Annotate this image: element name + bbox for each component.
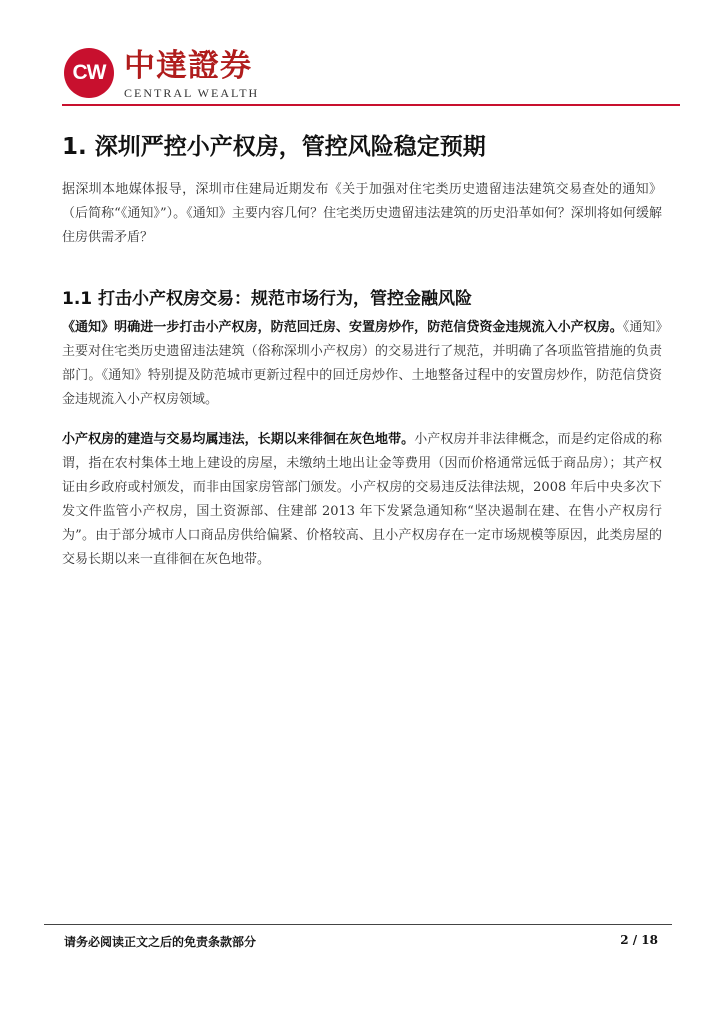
- paragraph-2: [62, 428, 662, 572]
- page-number: 2 / 18: [620, 933, 658, 947]
- footer-divider: [44, 924, 672, 925]
- section-1-1-heading: 1.1 打击小产权房交易：规范市场行为，管控金融风险: [62, 289, 473, 309]
- paragraph-1: [62, 316, 662, 412]
- paragraph-1-lead: 《通知》明确进一步打击小产权房，防范回迁房、安置房炒作，防范信贷资金违规流入小产权房。: [62, 320, 623, 335]
- section-1-heading: 1. 深圳严控小产权房，管控风险稳定预期: [62, 134, 486, 160]
- header-divider: [62, 104, 680, 106]
- section-1-intro: 据深圳本地媒体报导，深圳市住建局近期发布《关于加强对住宅类历史遗留违法建筑交易查处的通知》（后简称“《通知》”）。《通知》主要内容几何？住宅类历史遗留违法建筑的历史沿革如何？深圳将如何缓解住房供需矛盾？: [62, 182, 662, 245]
- page-header: [62, 44, 682, 108]
- paragraph-1-body: 《通知》主要对住宅类历史遗留违法建筑（俗称深圳小产权房）的交易进行了规范，并明确了各项监管措施的负责部门。《通知》特别提及防范城市更新过程中的回迁房炒作、土地整备过程中的安置房炒作，防范信贷资金违规流入小产权房领域。: [62, 320, 662, 407]
- footer-disclaimer: 请务必阅读正文之后的免责条款部分: [64, 935, 257, 949]
- cw-logo-icon: CW: [64, 48, 114, 98]
- paragraph-2-body: 小产权房并非法律概念，而是约定俗成的称谓，指在农村集体土地上建设的房屋，未缴纳土地出让金等费用（因而价格通常远低于商品房）；其产权证由乡政府或村颁发，而非由国家房管部门颁发。小产权房的交易违反法律法规，2008 年后中央多次下发文件监管小产权房，国土资源部、住建部 2013 年下发紧急通知称“坚决遏制在建、在售小产权房行为”。由于部分城市人口商品房供给偏紧、价格较高、且小产权房存在一定市场规模等原因，此类房屋的交易长期以来一直徘徊在灰色地带。: [62, 432, 662, 567]
- brand-name-cn: 中達證券: [124, 48, 252, 84]
- paragraph-2-lead: 小产权房的建造与交易均属违法，长期以来徘徊在灰色地带。: [62, 432, 415, 447]
- brand-name-en: CENTRAL WEALTH: [124, 86, 260, 100]
